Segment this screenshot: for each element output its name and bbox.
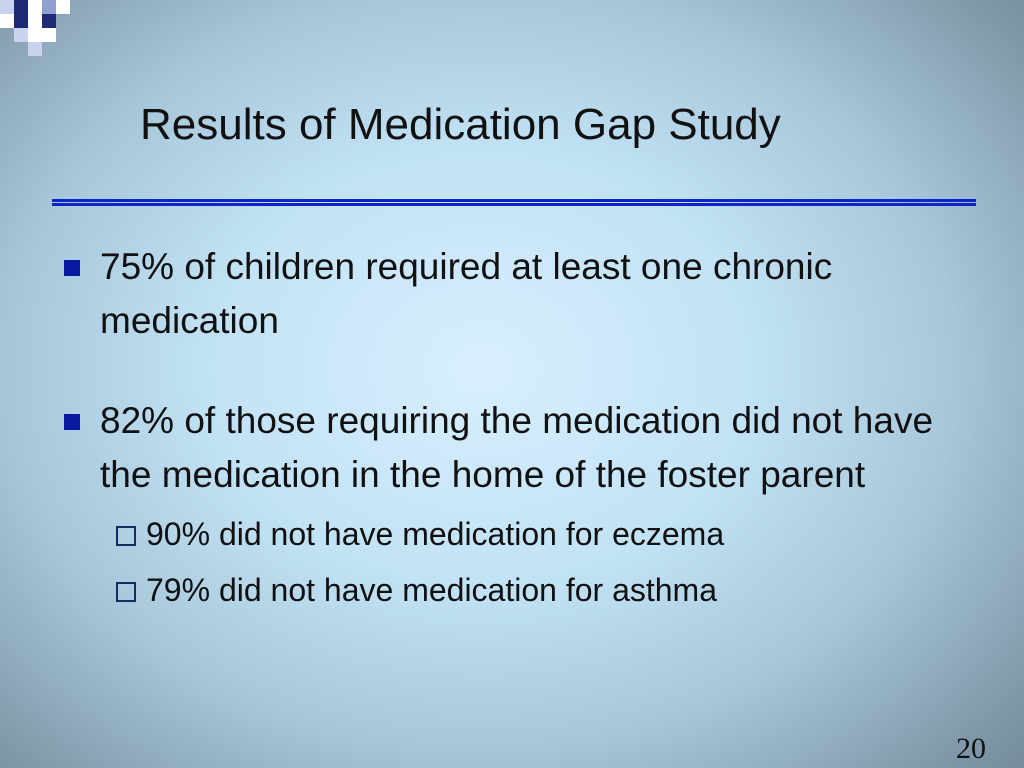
deco-square — [0, 0, 14, 14]
deco-square — [42, 14, 56, 28]
sub-bullet-text: 79% did not have medication for asthma — [146, 572, 717, 608]
bullet-text: 82% of those requiring the medication did not have the medication in the home of the foster parent — [100, 400, 934, 495]
bullet-text: 75% of children required at least one chronic medication — [100, 246, 833, 341]
decorative-squares — [0, 0, 1024, 60]
deco-square — [0, 14, 14, 28]
sub-bullet-list — [110, 506, 972, 618]
deco-square — [42, 28, 56, 42]
deco-square — [28, 0, 42, 14]
sub-bullet-item — [110, 562, 972, 618]
sub-bullet-text: 90% did not have medication for eczema — [146, 516, 725, 552]
square-bullet-icon — [64, 260, 80, 276]
deco-square — [42, 0, 56, 14]
bullet-item — [62, 394, 972, 618]
page-number: 20 — [956, 732, 986, 765]
bullet-list — [62, 240, 972, 618]
deco-square — [14, 0, 28, 14]
title-divider — [52, 199, 976, 206]
square-bullet-icon — [64, 414, 80, 430]
deco-square — [28, 28, 42, 42]
sub-bullet-item — [110, 506, 972, 562]
deco-square — [28, 14, 42, 28]
deco-square — [14, 14, 28, 28]
deco-square — [14, 28, 28, 42]
slide-title: Results of Medication Gap Study — [140, 100, 781, 149]
deco-square — [28, 42, 42, 56]
hollow-square-bullet-icon — [116, 582, 136, 602]
deco-square — [56, 0, 70, 14]
bullet-item — [62, 240, 972, 348]
hollow-square-bullet-icon — [116, 526, 136, 546]
